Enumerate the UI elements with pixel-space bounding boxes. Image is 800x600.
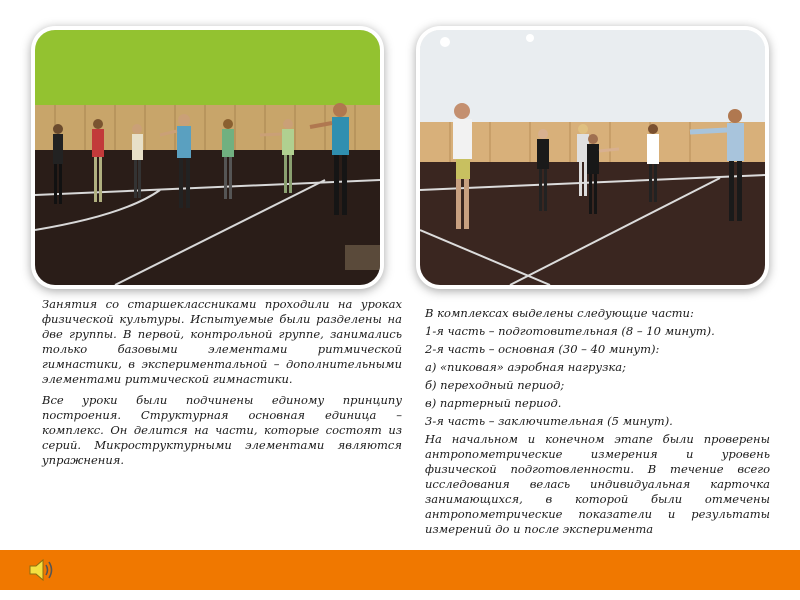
speaker-icon[interactable] [28, 558, 54, 582]
part-1-line: 1-я часть – подготовительная (8 – 10 минут). [425, 324, 715, 338]
part-2b-line: б) переходный период; [425, 378, 565, 392]
part-2c-line: в) партерный период. [425, 396, 562, 410]
part-2-line: 2-я часть – основная (30 – 40 минут): [425, 342, 660, 356]
left-text-column [42, 297, 402, 474]
left-paragraph-2: Все уроки были подчинены единому принципу построения. Структурная основная единица – комплекс. Он делится на части, которые состоят из серий. Микроструктурными элементами являются упражнения. [42, 393, 402, 467]
part-2a-line: а) «пиковая» аэробная нагрузка; [425, 360, 626, 374]
photo-left-gym-class [35, 30, 380, 285]
part-3-line: 3-я часть – заключительная (5 минут). [425, 414, 673, 428]
right-text-column [425, 306, 770, 543]
measurement-paragraph: На начальном и конечном этапе были проверены антропометрические измерения и уровень физической подготовленности. В течение всего исследования велась индивидуальная карточка занимающихся, в которой были отмечены антропометрические показатели и результаты измерений до и после эксперимента [425, 432, 770, 536]
photo-right-gym-class [420, 30, 765, 285]
structure-intro: В комплексах выделены следующие части: [425, 306, 694, 320]
left-paragraph-1: Занятия со старшеклассниками проходили на уроках физической культуры. Испытуемые были разделены на две группы. В первой, контрольной группе, занимались только базовыми элементами ритмической гимнастики, в экспериментальной – дополнительными элементами ритмической гимнастики. [42, 297, 402, 386]
footer-bar [0, 550, 800, 590]
